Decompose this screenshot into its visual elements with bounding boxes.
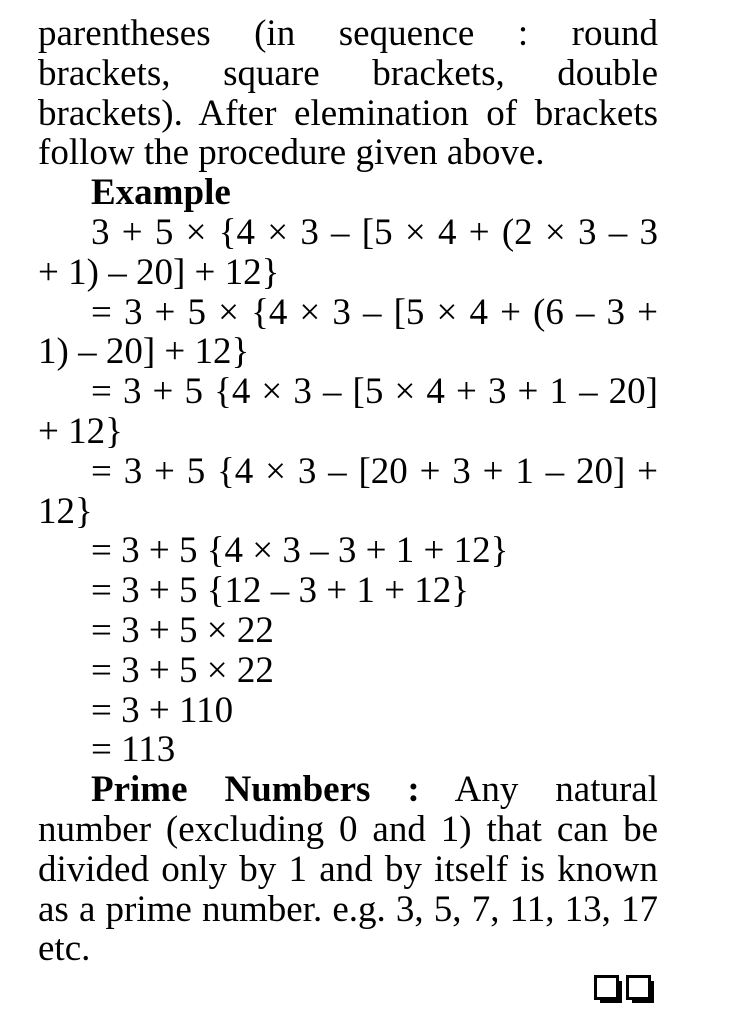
math-step: = 3 + 5 × 22 bbox=[91, 609, 274, 651]
math-step: + 12} bbox=[38, 410, 123, 452]
shadow-box-icon bbox=[626, 975, 651, 1000]
end-of-section-mark bbox=[594, 973, 658, 1005]
shadow-box-icon bbox=[594, 975, 619, 1000]
paragraph-line: follow the procedure given above. bbox=[38, 132, 545, 174]
math-step: = 3 + 5 {4 × 3 – 3 + 1 + 12} bbox=[91, 530, 509, 572]
page-content bbox=[38, 14, 658, 969]
math-step: = 3 + 5 × {4 × 3 – [5 × 4 + (6 – 3 + bbox=[91, 291, 658, 333]
math-step: 12} bbox=[38, 490, 93, 532]
math-step: + 1) – 20] + 12} bbox=[38, 251, 280, 293]
paragraph-line: number (excluding 0 and 1) that can be bbox=[38, 808, 658, 850]
math-step: 1) – 20] + 12} bbox=[38, 331, 250, 373]
math-step: = 113 bbox=[91, 729, 176, 771]
paragraph-line: brackets, square brackets, double bbox=[38, 52, 658, 94]
paragraph-line: brackets). After elemination of brackets bbox=[38, 92, 658, 134]
math-step: = 3 + 5 {12 – 3 + 1 + 12} bbox=[91, 570, 469, 612]
prime-definition-first-line bbox=[38, 770, 658, 810]
math-step: = 3 + 5 × 22 bbox=[91, 649, 274, 691]
math-step: = 3 + 5 {4 × 3 – [20 + 3 + 1 – 20] + bbox=[91, 450, 658, 492]
math-step: = 3 + 5 {4 × 3 – [5 × 4 + 3 + 1 – 20] bbox=[91, 371, 658, 413]
math-step: 3 + 5 × {4 × 3 – [5 × 4 + (2 × 3 – 3 bbox=[91, 211, 658, 253]
math-step: = 3 + 110 bbox=[91, 689, 234, 731]
paragraph-line: parentheses (in sequence : round bbox=[38, 13, 658, 54]
prime-term: Prime Numbers : bbox=[91, 769, 420, 811]
example-heading: Example bbox=[91, 172, 231, 214]
prime-lead: Any natural bbox=[454, 769, 658, 811]
paragraph-line: etc. bbox=[38, 928, 91, 970]
paragraph-line: divided only by 1 and by itself is known bbox=[38, 848, 658, 890]
paragraph-line: as a prime number. e.g. 3, 5, 7, 11, 13, 17 bbox=[38, 888, 658, 930]
